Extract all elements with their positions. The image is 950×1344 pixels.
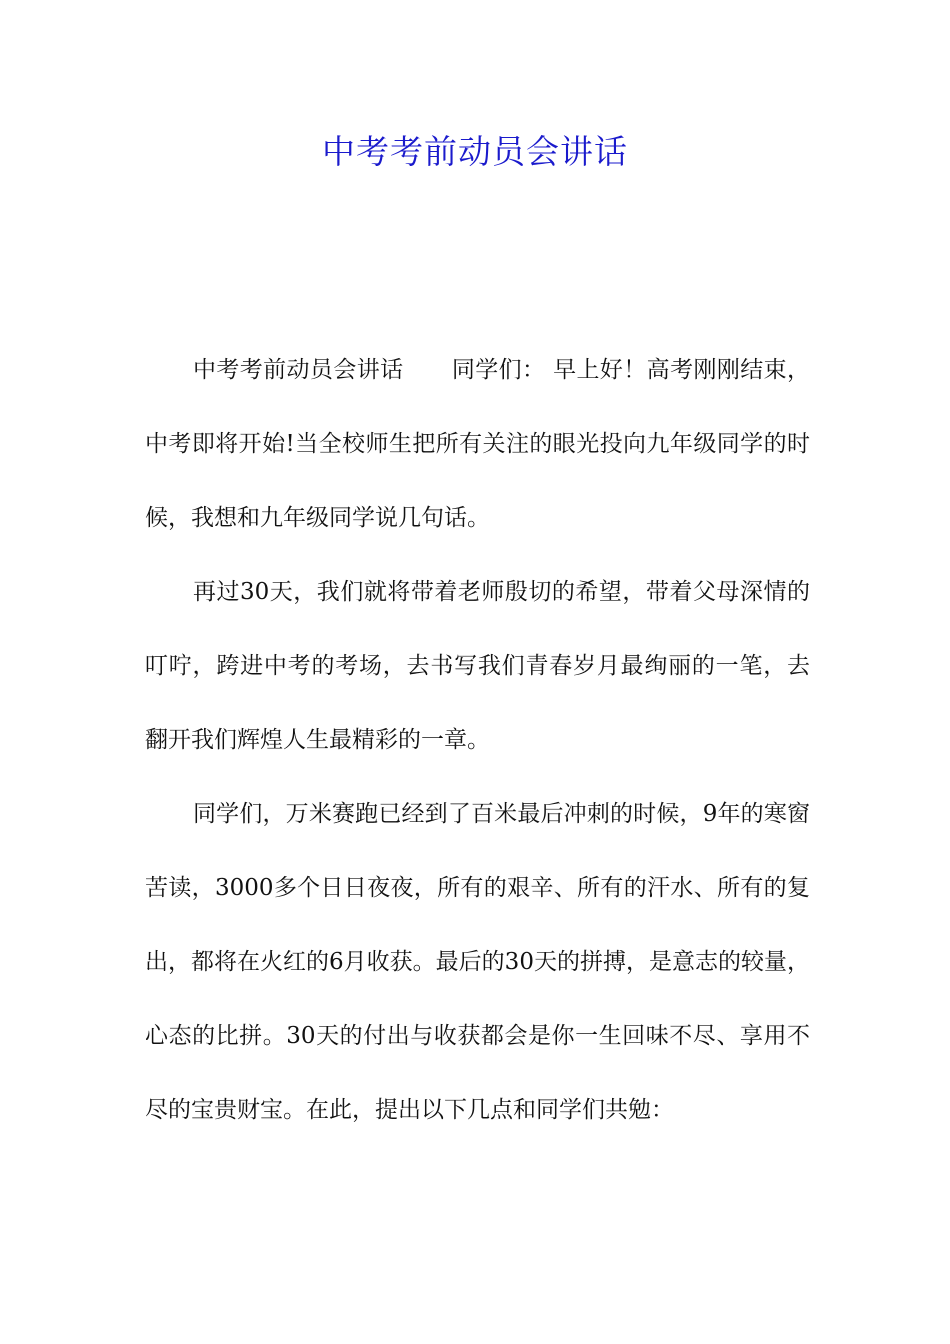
paragraph: 再过30天，我们就将带着老师殷切的希望，带着父母深情的叮咛，跨进中考的考场，去书写我们青春岁月最绚丽的一笔，去翻开我们辉煌人生最精彩的一章。 — [145, 579, 810, 753]
intro-paragraph — [145, 333, 810, 555]
paragraph: 同学们，万米赛跑已经到了百米最后冲刺的时候，9年的寒窗苦读，3000多个日日夜夜，所有的艰辛、所有的汗水、所有的复出，都将在火红的6月收获。最后的30天的拼搏，是意志的较量，心态的比拼。30天的付出与收获都会是你一生回味不尽、享用不尽的宝贵财宝。在此，提出以下几点和同学们共勉： — [145, 801, 810, 1123]
document-title: 中考考前动员会讲话 — [322, 132, 628, 171]
document-body — [145, 333, 810, 1147]
intro-heading: 中考考前动员会讲话 — [193, 357, 404, 383]
intro-text: 同学们： 早上好！高考刚刚结束，中考即将开始!当全校师生把所有关注的眼光投向九年级同学的时候，我想和九年级同学说几句话。 — [145, 357, 811, 531]
